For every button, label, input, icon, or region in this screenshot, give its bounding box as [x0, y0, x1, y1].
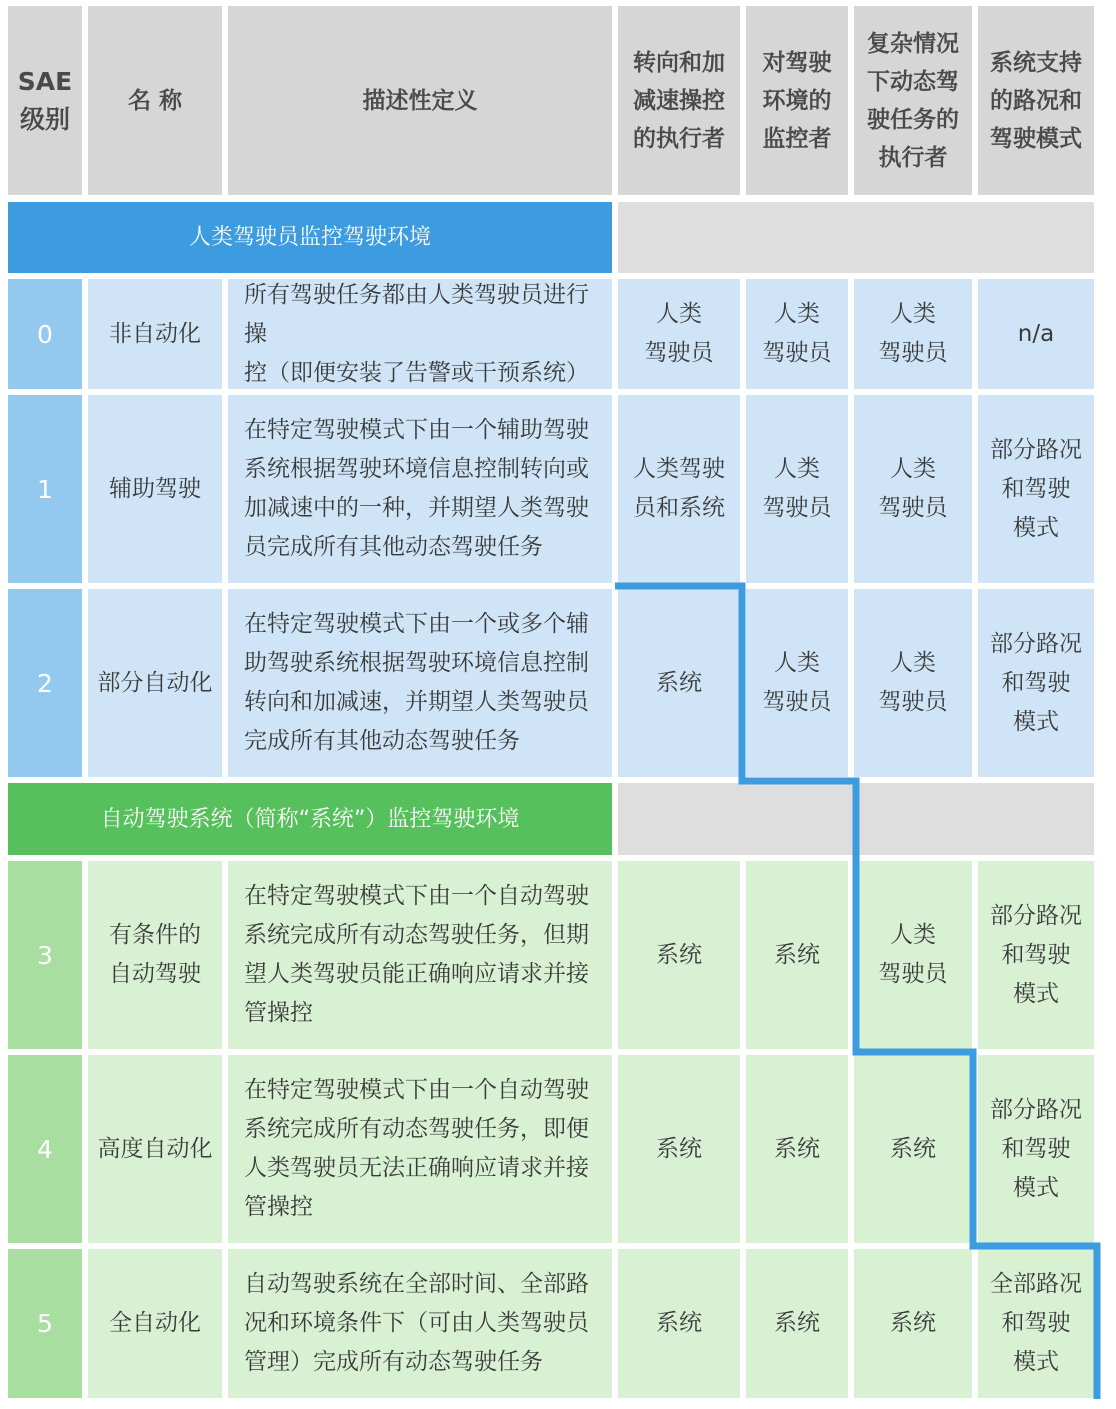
level-definition [228, 279, 612, 389]
header-definition-text: 描述性定义 [362, 87, 478, 114]
steering-executor [618, 279, 740, 389]
level-name-text: 部分自动化 [97, 669, 213, 696]
supported-modes [978, 279, 1094, 389]
section-human-monitoring [8, 202, 612, 273]
steering-executor [618, 1055, 740, 1243]
steering-executor-text: 人类 驾驶员 [644, 301, 714, 366]
environment-monitor-text: 系统 [774, 941, 820, 968]
supported-modes-text: 全部路况 和驾驶 模式 [990, 1271, 1082, 1375]
level-name [88, 279, 222, 389]
steering-executor-text: 系统 [656, 941, 702, 968]
level-definition [228, 1055, 612, 1243]
fallback-executor-text: 系统 [890, 1135, 936, 1162]
fallback-executor [854, 1055, 972, 1243]
header-name-text: 名 称 [127, 87, 182, 114]
level-number [8, 861, 82, 1049]
level-number-text: 0 [37, 319, 53, 349]
level-name-text: 有条件的 自动驾驶 [109, 922, 201, 987]
environment-monitor [746, 279, 848, 389]
header-fallback [854, 6, 972, 195]
level-name-text: 全自动化 [109, 1310, 201, 1336]
level-name [88, 861, 222, 1049]
level-number-text: 1 [37, 474, 53, 504]
steering-executor [618, 589, 740, 777]
header-name [88, 6, 222, 195]
level-definition [228, 589, 612, 777]
level-name-text: 辅助驾驶 [109, 475, 201, 502]
environment-monitor [746, 589, 848, 777]
level-number-text: 3 [37, 940, 53, 970]
header-steering [618, 6, 740, 195]
fallback-executor-text: 人类 驾驶员 [878, 650, 948, 715]
fallback-executor-text: 人类 驾驶员 [878, 301, 948, 366]
level-definition [228, 861, 612, 1049]
level-number [8, 279, 82, 389]
level-name-text: 高度自动化 [97, 1135, 213, 1162]
section-human-filler [618, 202, 1094, 273]
steering-executor-text: 系统 [656, 1310, 702, 1336]
fallback-executor [854, 861, 972, 1049]
environment-monitor-text: 系统 [774, 1310, 820, 1336]
header-sae-level-text: SAE 级别 [17, 66, 73, 134]
supported-modes-text: n/a [1017, 320, 1055, 347]
level-definition-text: 所有驾驶任务都由人类驾驶员进行操 控（即便安装了告警或干预系统） [244, 281, 589, 386]
supported-modes [978, 589, 1094, 777]
level-number-text: 2 [37, 668, 53, 698]
fallback-executor-text: 人类 驾驶员 [878, 456, 948, 521]
section-system-filler [618, 783, 1094, 855]
steering-executor [618, 861, 740, 1049]
steering-executor [618, 395, 740, 583]
level-definition [228, 395, 612, 583]
level-number-text: 5 [37, 1309, 53, 1338]
environment-monitor-text: 系统 [774, 1135, 820, 1162]
fallback-executor-text: 系统 [890, 1310, 936, 1336]
section-system-monitoring-text: 自动驾驶系统（简称“系统”）监控驾驶环境 [100, 806, 520, 832]
level-name [88, 1249, 222, 1398]
fallback-executor [854, 1249, 972, 1398]
header-monitoring-text: 对驾驶 环境的 监控者 [762, 49, 832, 152]
fallback-executor [854, 279, 972, 389]
header-definition [228, 6, 612, 195]
environment-monitor [746, 395, 848, 583]
supported-modes-text: 部分路况 和驾驶 模式 [990, 436, 1082, 541]
header-steering-text: 转向和加 减速操控 的执行者 [633, 49, 725, 152]
section-human-monitoring-text: 人类驾驶员监控驾驶环境 [188, 225, 431, 250]
steering-executor-text: 系统 [656, 669, 702, 696]
supported-modes-text: 部分路况 和驾驶 模式 [990, 902, 1082, 1007]
supported-modes [978, 861, 1094, 1049]
level-name-text: 非自动化 [109, 320, 201, 347]
level-name [88, 395, 222, 583]
level-definition [228, 1249, 612, 1398]
environment-monitor-text: 人类 驾驶员 [762, 301, 832, 366]
supported-modes [978, 1249, 1094, 1398]
level-definition-text: 在特定驾驶模式下由一个自动驾驶 系统完成所有动态驾驶任务，即便 人类驾驶员无法正确响应请求并接 管操控 [244, 1077, 589, 1220]
level-definition-text: 在特定驾驶模式下由一个辅助驾驶 系统根据驾驶环境信息控制转向或 加减速中的一种，并期望人类驾驶 员完成所有其他动态驾驶任务 [244, 417, 589, 560]
supported-modes-text: 部分路况 和驾驶 模式 [990, 1096, 1082, 1201]
level-number [8, 1249, 82, 1398]
level-name [88, 589, 222, 777]
fallback-executor [854, 589, 972, 777]
supported-modes-text: 部分路况 和驾驶 模式 [990, 630, 1082, 735]
fallback-executor-text: 人类 驾驶员 [878, 922, 948, 987]
header-monitoring [746, 6, 848, 195]
header-sae-level [8, 6, 82, 195]
level-number [8, 1055, 82, 1243]
level-number [8, 395, 82, 583]
header-modes [978, 6, 1094, 195]
environment-monitor [746, 1249, 848, 1398]
supported-modes [978, 1055, 1094, 1243]
level-definition-text: 自动驾驶系统在全部时间、全部路 况和环境条件下（可由人类驾驶员 管理）完成所有动态驾驶任务 [244, 1271, 589, 1375]
header-fallback-text: 复杂情况 下动态驾 驶任务的 执行者 [867, 30, 959, 171]
level-number-text: 4 [37, 1134, 53, 1164]
steering-executor-text: 人类驾驶 员和系统 [633, 456, 725, 521]
steering-executor-text: 系统 [656, 1135, 702, 1162]
level-name [88, 1055, 222, 1243]
section-system-monitoring [8, 783, 612, 855]
level-definition-text: 在特定驾驶模式下由一个或多个辅 助驾驶系统根据驾驶环境信息控制 转向和加减速，并期望人类驾驶员 完成所有其他动态驾驶任务 [244, 611, 589, 754]
level-definition-text: 在特定驾驶模式下由一个自动驾驶 系统完成所有动态驾驶任务，但期 望人类驾驶员能正确响应请求并接 管操控 [244, 883, 589, 1026]
fallback-executor [854, 395, 972, 583]
level-number [8, 589, 82, 777]
environment-monitor-text: 人类 驾驶员 [762, 650, 832, 715]
environment-monitor [746, 1055, 848, 1243]
environment-monitor [746, 861, 848, 1049]
environment-monitor-text: 人类 驾驶员 [762, 456, 832, 521]
steering-executor [618, 1249, 740, 1398]
header-modes-text: 系统支持 的路况和 驾驶模式 [990, 49, 1082, 152]
supported-modes [978, 395, 1094, 583]
